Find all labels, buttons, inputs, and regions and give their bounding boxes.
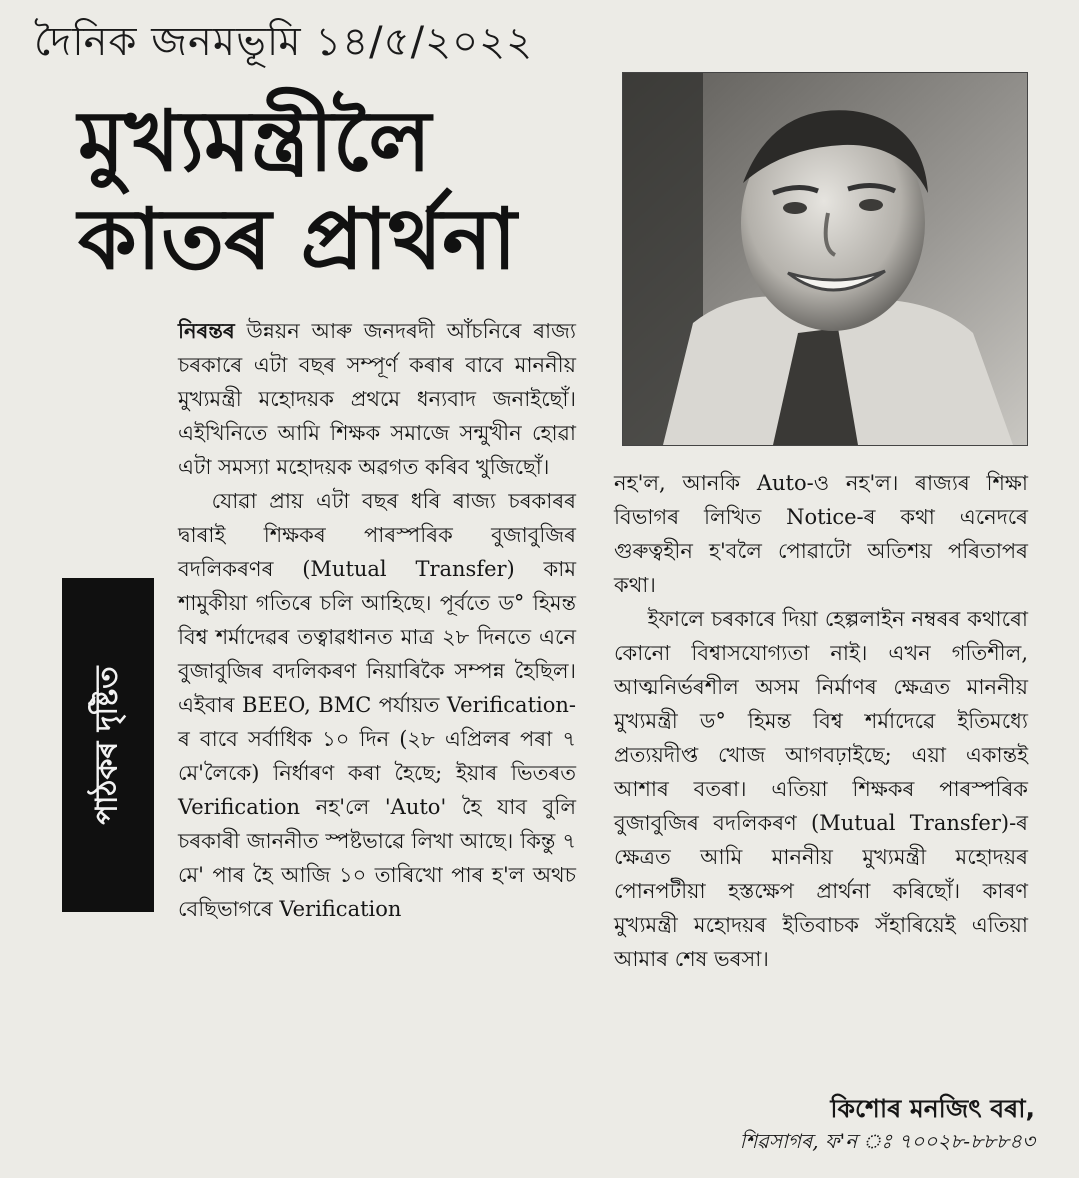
paragraph-text: উন্নয়ন আৰু জনদৰদী আঁচনিৰে ৰাজ্য চৰকাৰে এটা বছৰ সম্পূৰ্ণ কৰাৰ বাবে মাননীয় মুখ্যমন্ত্ৰী মহোদয়ক প্ৰথমে ধন্যবাদ জনাইছোঁ। এইখিনিতে আমি শিক্ষক সমাজে সন্মুখীন হোৱা এটা সমস্যা মহোদয়ক অৱগত কৰিব খুজিছোঁ।: [178, 319, 576, 479]
lead-word: নিৰন্তৰ: [178, 319, 235, 343]
headline-line-2: কাতৰ প্ৰাৰ্থনা: [78, 190, 517, 288]
paragraph: [178, 314, 576, 484]
paragraph: ইফালে চৰকাৰে দিয়া হেল্পলাইন নম্বৰৰ কথাৰো কোনো বিশ্বাসযোগ্যতা নাই। এখন গতিশীল, আত্মনিৰ্ভৰশীল অসম নিৰ্মাণৰ ক্ষেত্ৰত মাননীয় মুখ্যমন্ত্ৰী ড° হিমন্ত বিশ্ব শৰ্মাদেৱে ইতিমধ্যে প্ৰত্যয়দীপ্ত খোজ আগবঢ়াইছে; এয়া একান্তই আশাৰ বতৰা। এতিয়া শিক্ষকৰ পাৰস্পৰিক বুজাবুজিৰ বদলিকৰণ (Mutual Transfer)-ৰ ক্ষেত্ৰত আমি মাননীয় মুখ্যমন্ত্ৰী মহোদয়ৰ পোনপটীয়া হস্তক্ষেপ প্ৰাৰ্থনা কৰিছোঁ। কাৰণ মুখ্যমন্ত্ৰী মহোদয়ৰ ইতিবাচক সঁহাৰিয়েই এতিয়া আমাৰ শেষ ভৰসা।: [614, 607, 1028, 971]
handwritten-source-note: দৈনিক জনমভূমি ১৪/৫/২০২২: [34, 19, 534, 65]
person-photo: [622, 72, 1028, 446]
portrait-illustration: [623, 73, 1027, 445]
column-label: পাঠকৰ দৃষ্টিত: [89, 665, 125, 825]
author-address: শিৱসাগৰ, ফ'ন ঃ ৭০০২৮-৮৮৮৪৩: [739, 1129, 1035, 1153]
author-signature: কিশোৰ মনজিৎ বৰা,: [830, 1094, 1035, 1123]
article-column-left: [178, 314, 576, 926]
column-label-box: [62, 578, 154, 912]
paragraph: নহ'ল, আনকি Auto-ও নহ'ল। ৰাজ্যৰ শিক্ষা বিভাগৰ লিখিত Notice-ৰ কথা এনেদৰে গুৰুত্বহীন হ'বলৈ পোৱাটো অতিশয় পৰিতাপৰ কথা।: [614, 471, 1028, 597]
headline: [78, 92, 598, 288]
article-column-right: [614, 466, 1028, 976]
headline-line-1: মুখ্যমন্ত্ৰীলৈ: [78, 92, 432, 190]
paragraph: যোৱা প্ৰায় এটা বছৰ ধৰি ৰাজ্য চৰকাৰৰ দ্বাৰাই শিক্ষকৰ পাৰস্পৰিক বুজাবুজিৰ বদলিকৰণৰ (Mutual Transfer) কাম শামুকীয়া গতিৰে চলি আহিছে। পূৰ্বতে ড° হিমন্ত বিশ্ব শৰ্মাদেৱৰ তত্বাৱধানত মাত্ৰ ২৮ দিনতে এনে বুজাবুজিৰ বদলিকৰণ নিয়াৰিকৈ সম্পন্ন হৈছিল। এইবাৰ BEEO, BMC পৰ্যায়ত Verification-ৰ বাবে সৰ্বাধিক ১০ দিন (২৮ এপ্ৰিলৰ পৰা ৭ মে'লৈকে) নিৰ্ধাৰণ কৰা হৈছে; ইয়াৰ ভিতৰত Verification নহ'লে 'Auto' হৈ যাব বুলি চৰকাৰী জাননীত স্পষ্টভাৱে লিখা আছে। কিন্তু ৭ মে' পাৰ হৈ আজি ১০ তাৰিখো পাৰ হ'ল অথচ বেছিভাগৰে Verification: [178, 489, 576, 921]
